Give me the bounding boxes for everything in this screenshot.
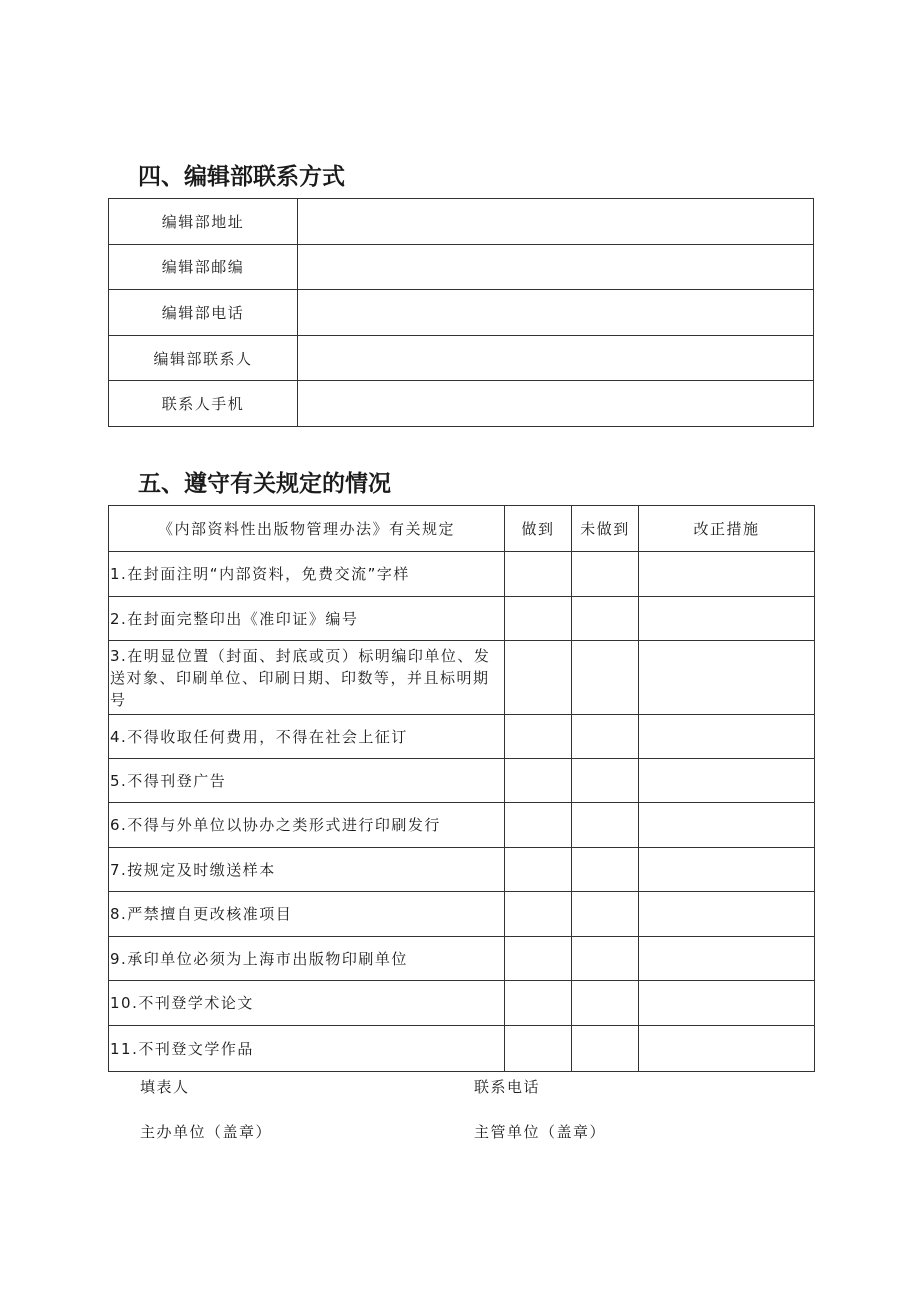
- correction-field[interactable]: [639, 848, 815, 892]
- not-done-checkbox-cell[interactable]: [572, 1026, 639, 1072]
- contact-value-field[interactable]: [298, 199, 814, 245]
- rule-text: 11.不刊登文学作品: [109, 1026, 505, 1072]
- table-row: [109, 759, 815, 803]
- correction-field[interactable]: [639, 552, 815, 597]
- header-done: 做到: [505, 506, 572, 552]
- contact-label: 编辑部地址: [109, 199, 298, 245]
- table-row: [109, 552, 815, 597]
- table-row: [109, 715, 815, 759]
- rule-text: 6.不得与外单位以协办之类形式进行印刷发行: [109, 803, 505, 848]
- contact-label: 编辑部邮编: [109, 244, 298, 290]
- correction-field[interactable]: [639, 715, 815, 759]
- contact-value-field[interactable]: [298, 381, 814, 427]
- header-correction: 改正措施: [639, 506, 815, 552]
- rule-text: 2.在封面完整印出《准印证》编号: [109, 597, 505, 641]
- correction-field[interactable]: [639, 1026, 815, 1072]
- correction-field[interactable]: [639, 597, 815, 641]
- table-header-row: [109, 506, 815, 552]
- rule-text: 10.不刊登学术论文: [109, 981, 505, 1026]
- done-checkbox-cell[interactable]: [505, 803, 572, 848]
- sponsor-label: 主办单位（盖章）: [140, 1123, 273, 1141]
- table-row: [109, 1026, 815, 1072]
- table-row: [109, 199, 814, 245]
- not-done-checkbox-cell[interactable]: [572, 552, 639, 597]
- contact-value-field[interactable]: [298, 244, 814, 290]
- table-row: [109, 641, 815, 715]
- table-row: [109, 244, 814, 290]
- not-done-checkbox-cell[interactable]: [572, 848, 639, 892]
- contact-label: 编辑部联系人: [109, 335, 298, 381]
- supervisor-label: 主管单位（盖章）: [474, 1123, 607, 1141]
- not-done-checkbox-cell[interactable]: [572, 937, 639, 981]
- not-done-checkbox-cell[interactable]: [572, 892, 639, 937]
- table-row: [109, 848, 815, 892]
- done-checkbox-cell[interactable]: [505, 937, 572, 981]
- correction-field[interactable]: [639, 641, 815, 715]
- rule-text: 1.在封面注明“内部资料，免费交流”字样: [109, 552, 505, 597]
- correction-field[interactable]: [639, 892, 815, 937]
- rule-text: 5.不得刊登广告: [109, 759, 505, 803]
- rule-text: 4.不得收取任何费用，不得在社会上征订: [109, 715, 505, 759]
- table-row: [109, 981, 815, 1026]
- not-done-checkbox-cell[interactable]: [572, 641, 639, 715]
- done-checkbox-cell[interactable]: [505, 715, 572, 759]
- table-row: [109, 892, 815, 937]
- contact-label: 编辑部电话: [109, 290, 298, 336]
- rule-text: 8.严禁擅自更改核准项目: [109, 892, 505, 937]
- correction-field[interactable]: [639, 981, 815, 1026]
- done-checkbox-cell[interactable]: [505, 892, 572, 937]
- table-row: [109, 381, 814, 427]
- contact-value-field[interactable]: [298, 290, 814, 336]
- rule-text: 9.承印单位必须为上海市出版物印刷单位: [109, 937, 505, 981]
- done-checkbox-cell[interactable]: [505, 641, 572, 715]
- section-5-title: 五、遵守有关规定的情况: [138, 471, 391, 497]
- table-row: [109, 803, 815, 848]
- rule-text: 7.按规定及时缴送样本: [109, 848, 505, 892]
- header-not-done: 未做到: [572, 506, 639, 552]
- correction-field[interactable]: [639, 759, 815, 803]
- compliance-table: [108, 505, 815, 1072]
- done-checkbox-cell[interactable]: [505, 1026, 572, 1072]
- not-done-checkbox-cell[interactable]: [572, 759, 639, 803]
- not-done-checkbox-cell[interactable]: [572, 803, 639, 848]
- correction-field[interactable]: [639, 937, 815, 981]
- table-row: [109, 290, 814, 336]
- phone-label: 联系电话: [474, 1078, 541, 1096]
- contact-label: 联系人手机: [109, 381, 298, 427]
- not-done-checkbox-cell[interactable]: [572, 981, 639, 1026]
- header-rule: 《内部资料性出版物管理办法》有关规定: [109, 506, 505, 552]
- filler-label: 填表人: [140, 1078, 190, 1096]
- section-4-title: 四、编辑部联系方式: [138, 164, 345, 190]
- correction-field[interactable]: [639, 803, 815, 848]
- done-checkbox-cell[interactable]: [505, 552, 572, 597]
- contact-table: [108, 198, 814, 427]
- done-checkbox-cell[interactable]: [505, 597, 572, 641]
- contact-value-field[interactable]: [298, 335, 814, 381]
- not-done-checkbox-cell[interactable]: [572, 715, 639, 759]
- rule-text: 3.在明显位置（封面、封底或页）标明编印单位、发送对象、印刷单位、印刷日期、印数等，并且标明期号: [109, 641, 505, 715]
- done-checkbox-cell[interactable]: [505, 759, 572, 803]
- table-row: [109, 597, 815, 641]
- not-done-checkbox-cell[interactable]: [572, 597, 639, 641]
- table-row: [109, 335, 814, 381]
- done-checkbox-cell[interactable]: [505, 981, 572, 1026]
- done-checkbox-cell[interactable]: [505, 848, 572, 892]
- table-row: [109, 937, 815, 981]
